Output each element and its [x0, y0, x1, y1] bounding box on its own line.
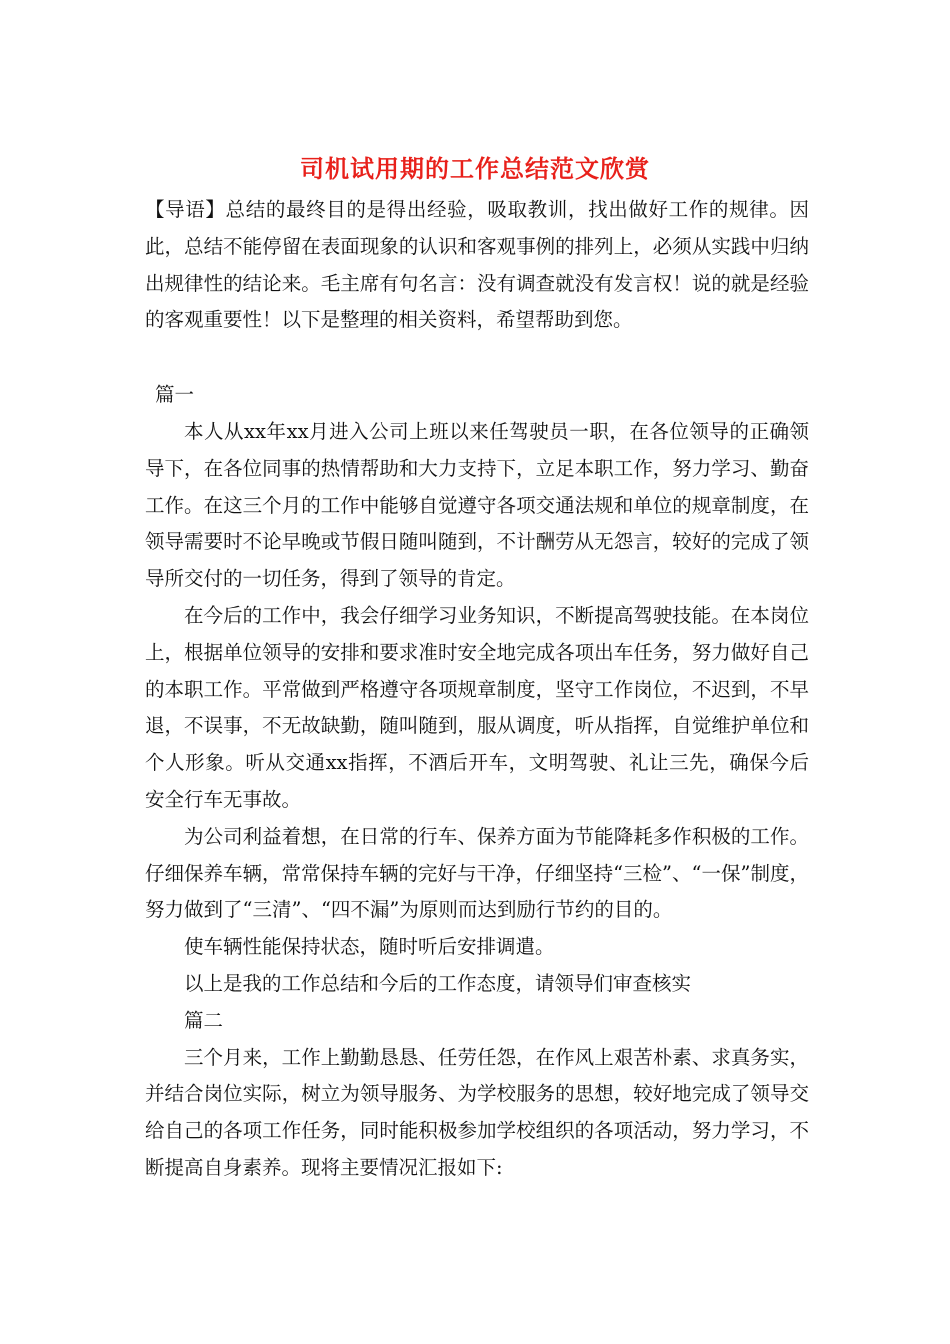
document-title: 司机试用期的工作总结范文欣赏 — [300, 154, 650, 183]
section-1-paragraph-4: 使车辆性能保持状态，随时听后安排调遣。 — [184, 935, 555, 959]
document-body — [145, 192, 809, 1187]
section-1-paragraph-5: 以上是我的工作总结和今后的工作态度，请领导们审查核实 — [184, 971, 692, 995]
section-1-paragraph-1: 本人从xx年xx月进入公司上班以来任驾驶员一职，在各位领导的正确领导下，在各位同事的热情帮助和大力支持下，立足本职工作，努力学习、勤奋工作。在这三个月的工作中能够自觉遵守各项交通法规和单位的规章制度，在领导需要时不论早晚或节假日随叫随到，不计酬劳从无怨言，较好的完成了领导所交付的一切任务，得到了领导的肯定。 — [145, 419, 809, 591]
intro-paragraph: 【导语】总结的最终目的是得出经验，吸取教训，找出做好工作的规律。因此，总结不能停留在表面现象的认识和客观事例的排列上，必须从实践中归纳出规律性的结论来。毛主席有句名言：没有调查就没有发言权！说的就是经验的客观重要性！以下是整理的相关资料，希望帮助到您。 — [145, 198, 809, 332]
section-1-heading: 篇一 — [155, 383, 195, 407]
section-1-paragraph-3: 为公司利益着想，在日常的行车、保养方面为节能降耗多作积极的工作。仔细保养车辆，常常保持车辆的完好与干净，仔细坚持“三检”、“一保”制度，努力做到了“三清”、“四不漏”为原则而达到励行节约的目的。 — [145, 824, 809, 922]
paragraph-gap — [145, 339, 809, 377]
section-1-paragraph-2: 在今后的工作中，我会仔细学习业务知识，不断提高驾驶技能。在本岗位上，根据单位领导的安排和要求准时安全地完成各项出车任务，努力做好自己的本职工作。平常做到严格遵守各项规章制度，坚守工作岗位，不迟到，不早退，不误事，不无故缺勤，随叫随到，服从调度，听从指挥，自觉维护单位和个人形象。听从交通xx指挥，不酒后开车，文明驾驶、礼让三先，确保今后安全行车无事故。 — [145, 603, 809, 811]
section-2-paragraph-1: 三个月来，工作上勤勤恳恳、任劳任怨，在作风上艰苦朴素、求真务实，并结合岗位实际，树立为领导服务、为学校服务的思想，较好地完成了领导交给自己的各项工作任务，同时能积极参加学校组织的各项活动，努力学习，不断提高自身素养。现将主要情况汇报如下: — [145, 1045, 809, 1179]
section-2-heading: 篇二 — [184, 1008, 224, 1032]
